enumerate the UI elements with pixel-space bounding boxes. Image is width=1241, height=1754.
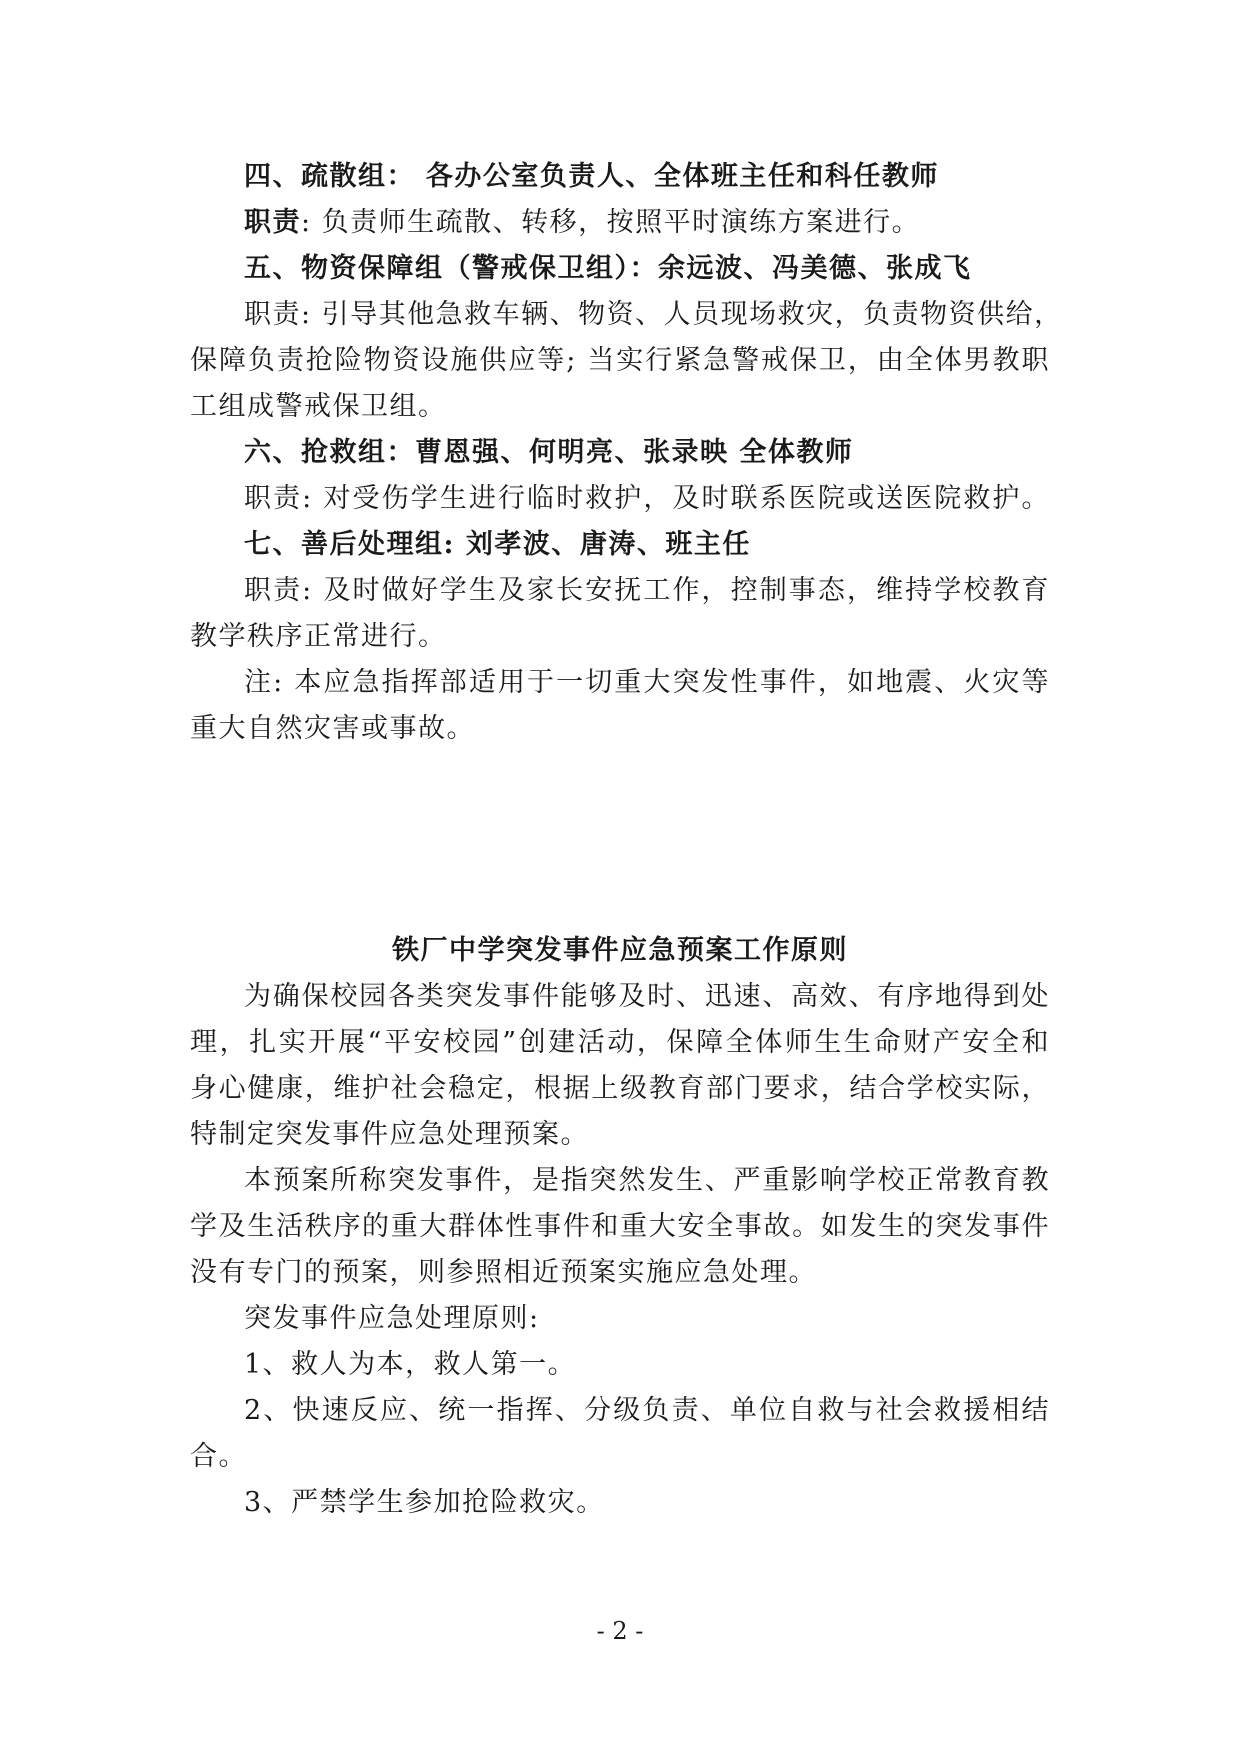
principles-p2-line-3: 没有专门的预案，则参照相近预案实施应急处理。	[190, 1257, 817, 1288]
principles-p1-line-1: 为确保校园各类突发事件能够及时、迅速、高效、有序地得到处	[244, 981, 1050, 1012]
document-page	[190, 0, 1063, 1754]
principles-p2-line-2: 学及生活秩序的重大群体性事件和重大安全事故。如发生的突发事件	[190, 1211, 1050, 1242]
note-line-1: 注: 本应急指挥部适用于一切重大突发性事件，如地震、火灾等	[244, 667, 1050, 698]
principle-item-3: 3、严禁学生参加抢险救灾。	[244, 1487, 605, 1518]
principles-p1-line-2: 理，扎实开展“平安校园”创建活动，保障全体师生生命财产安全和	[190, 1027, 1050, 1058]
evacuation-group-heading: 四、疏散组： 各办公室负责人、全体班主任和科任教师	[244, 161, 939, 192]
aftermath-duty-line-1: 职责: 及时做好学生及家长安抚工作，控制事态，维持学校教育	[244, 575, 1050, 606]
duty-label: 职责	[244, 207, 301, 238]
rescue-group-heading: 六、抢救组：曹恩强、何明亮、张录映 全体教师	[244, 437, 854, 468]
principles-p1-line-4: 特制定突发事件应急处理预案。	[190, 1119, 589, 1150]
principles-title: 铁厂中学突发事件应急预案工作原则	[392, 935, 848, 966]
principles-list-intro: 突发事件应急处理原则:	[244, 1303, 540, 1334]
evacuation-duty	[244, 203, 1050, 243]
principle-item-2-line-2: 合。	[190, 1441, 247, 1472]
note-line-2: 重大自然灾害或事故。	[190, 713, 475, 744]
supply-duty-line-3: 工组成警戒保卫组。	[190, 391, 447, 422]
supply-group-heading: 五、物资保障组（警戒保卫组）：余远波、冯美德、张成飞	[244, 253, 972, 284]
duty-text: : 负责师生疏散、转移，按照平时演练方案进行。	[301, 207, 921, 238]
supply-duty-line-1: 职责: 引导其他急救车辆、物资、人员现场救灾，负责物资供给，	[244, 299, 1063, 330]
aftermath-duty-line-2: 教学秩序正常进行。	[190, 621, 447, 652]
aftermath-group-heading: 七、善后处理组: 刘孝波、唐涛、班主任	[244, 529, 751, 560]
principle-item-1: 1、救人为本，救人第一。	[244, 1349, 577, 1380]
rescue-duty: 职责: 对受伤学生进行临时救护，及时联系医院或送医院救护。	[244, 483, 1050, 514]
supply-duty-line-2: 保障负责抢险物资设施供应等; 当实行紧急警戒保卫，由全体男教职	[190, 345, 1050, 376]
principles-p1-line-3: 身心健康，维护社会稳定，根据上级教育部门要求，结合学校实际，	[190, 1073, 1050, 1104]
principles-p2-line-1: 本预案所称突发事件，是指突然发生、严重影响学校正常教育教	[244, 1165, 1050, 1196]
principle-item-2-line-1: 2、快速反应、统一指挥、分级负责、单位自救与社会救援相结	[244, 1395, 1050, 1426]
page-number: - 2 -	[596, 1617, 644, 1645]
